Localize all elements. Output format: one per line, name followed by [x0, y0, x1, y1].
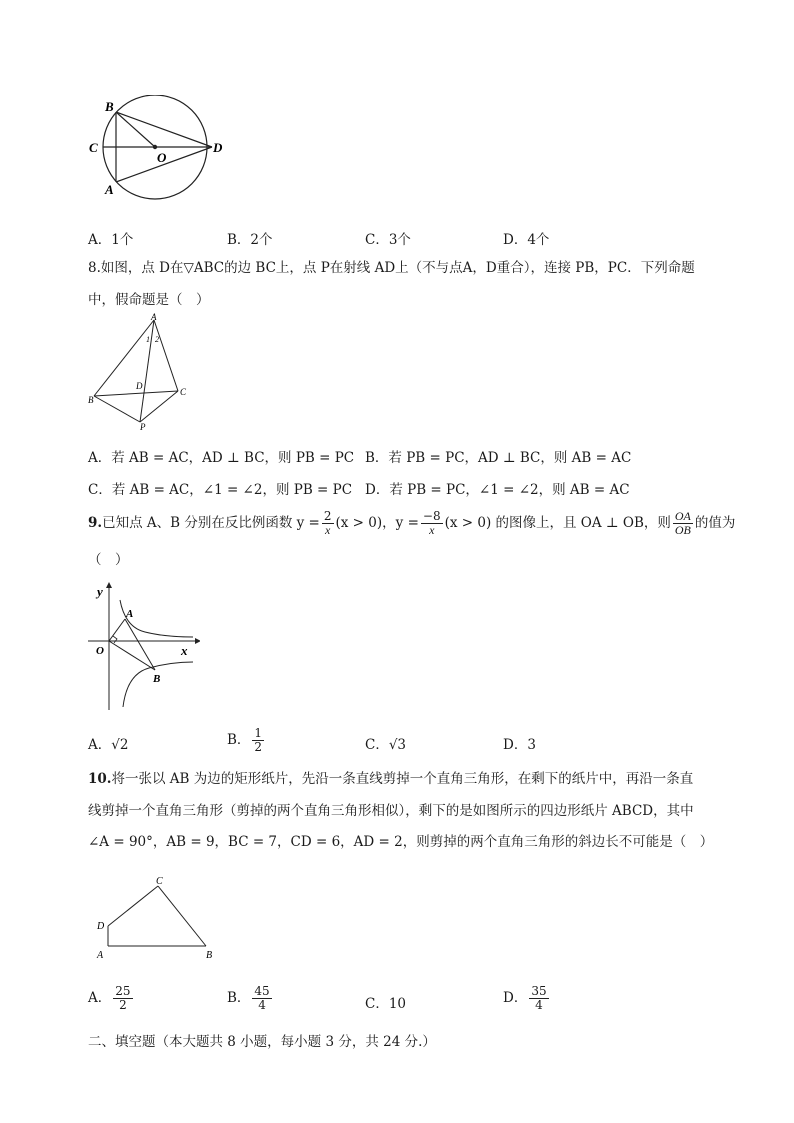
q9-option-b-num: 1 — [254, 726, 263, 740]
q8-option-b: B．若 PB = PC，AD ⊥ BC，则 AB = AC — [365, 450, 632, 466]
q9-frac1-num: 2 — [323, 509, 332, 523]
q7-option-b: B．2个 — [227, 232, 273, 248]
q9-option-a: A．√2 — [88, 737, 129, 753]
q9-frac3-den: OB — [674, 523, 691, 537]
q10-stem-line3: ∠A = 90°，AB = 9，BC = 7，CD = 6，AD = 2，则剪掉的两个直角三角形的斜边长不可能是（ ） — [88, 834, 714, 850]
q9-option-b-frac — [252, 727, 264, 754]
q10-line1-text: 将一张以 AB 为边的矩形纸片，先沿一条直线剪掉一个直角三角形，在剩下的纸片中，再沿一条直 — [111, 771, 694, 787]
q10-stem-line1 — [88, 769, 693, 789]
q9-label-a: A — [126, 608, 134, 620]
q9-frac1-den: x — [325, 523, 331, 537]
q8-option-d: D．若 PB = PC，∠1 = ∠2，则 AB = AC — [365, 482, 630, 498]
q10-option-d-frac — [529, 985, 548, 1012]
q7-label-c: C — [89, 140, 98, 155]
q9-frac2 — [421, 510, 443, 537]
q9-number: 9. — [88, 515, 103, 531]
q9-stem-line1 — [88, 506, 735, 540]
q10-quadrilateral-figure — [92, 872, 222, 964]
q10-label-d: D — [97, 921, 105, 932]
q10-option-d — [503, 985, 551, 1012]
q7-label-o: O — [157, 150, 167, 165]
q9-frac2-num: −8 — [422, 509, 441, 523]
q10-label-c: C — [156, 876, 163, 887]
q10-option-b-den: 4 — [258, 998, 266, 1012]
section-2-heading: 二、填空题（本大题共 8 小题，每小题 3 分，共 24 分.） — [88, 1034, 436, 1050]
q9-frac1 — [322, 510, 334, 537]
q9-text-d: 的值为 — [694, 515, 736, 531]
q9-frac3 — [673, 510, 693, 537]
q7-option-a: A．1个 — [88, 232, 134, 248]
q9-label-x: x — [181, 643, 188, 658]
q9-option-d: D．3 — [503, 737, 536, 753]
q10-stem-line2: 线剪掉一个直角三角形（剪掉的两个直角三角形相似），剩下的是如图所示的四边形纸片 ABCD，其中 — [88, 803, 694, 819]
q8-option-a: A．若 AB = AC，AD ⊥ BC，则 PB = PC — [88, 450, 355, 466]
q7-label-d: D — [213, 140, 223, 155]
q10-option-d-num: 35 — [531, 984, 547, 998]
q9-text-a: 已知点 A、B 分别在反比例函数 y = — [102, 515, 320, 531]
q9-label-y: y — [97, 584, 103, 599]
q10-option-a-prefix: A． — [88, 990, 112, 1006]
q9-option-b-den: 2 — [254, 740, 263, 754]
q10-option-b-num: 45 — [254, 984, 270, 998]
q7-option-c: C．3个 — [365, 232, 411, 248]
q10-option-c: C．10 — [365, 996, 407, 1012]
q8-option-c: C．若 AB = AC，∠1 = ∠2，则 PB = PC — [88, 482, 353, 498]
q10-option-b — [227, 985, 274, 1012]
q9-stem-line2: （ ） — [88, 552, 129, 568]
q9-frac2-den: x — [429, 523, 435, 537]
q8-label-d: D — [136, 381, 143, 391]
q10-option-b-frac — [252, 985, 271, 1012]
q7-circle-figure — [85, 95, 235, 205]
q10-option-a-frac — [113, 985, 132, 1012]
q10-option-b-prefix: B． — [227, 990, 251, 1006]
q10-option-a-den: 2 — [119, 998, 127, 1012]
q8-stem-line1: 8.如图，点 D在▽ABC的边 BC上，点 P在射线 AD上（不与点A，D重合），连接 PB，PC．下列命题 — [88, 260, 695, 276]
q8-label-c: C — [180, 387, 187, 397]
q10-option-d-prefix: D． — [503, 990, 528, 1006]
q9-option-c: C．√3 — [365, 737, 407, 753]
q10-option-a — [88, 985, 135, 1012]
q8-label-2: 2 — [155, 335, 159, 344]
q7-label-b: B — [105, 99, 114, 114]
q8-label-p: P — [140, 422, 146, 432]
q10-number: 10. — [88, 771, 112, 787]
q9-option-b-prefix: B． — [227, 732, 251, 748]
q9-option-b — [227, 727, 266, 754]
q10-option-a-num: 25 — [115, 984, 131, 998]
q10-label-a: A — [97, 950, 104, 961]
q8-label-1: 1 — [146, 335, 150, 344]
q9-text-c: (x > 0) 的图像上，且 OA ⊥ OB，则 — [444, 515, 671, 531]
q9-label-o: O — [96, 645, 104, 657]
q10-option-d-den: 4 — [535, 998, 543, 1012]
q7-label-a: A — [105, 182, 114, 197]
q10-label-b: B — [206, 950, 213, 961]
q7-option-d: D．4个 — [503, 232, 550, 248]
q8-label-a: A — [151, 312, 157, 322]
q8-label-b: B — [88, 395, 94, 405]
q9-label-b: B — [153, 673, 161, 685]
q9-hyperbola-figure — [85, 582, 200, 714]
q8-stem-line2: 中，假命题是（ ） — [88, 292, 210, 308]
q8-triangle-figure — [85, 312, 200, 437]
q9-text-b: (x > 0)，y = — [335, 515, 419, 531]
q9-frac3-num: OA — [674, 509, 691, 523]
